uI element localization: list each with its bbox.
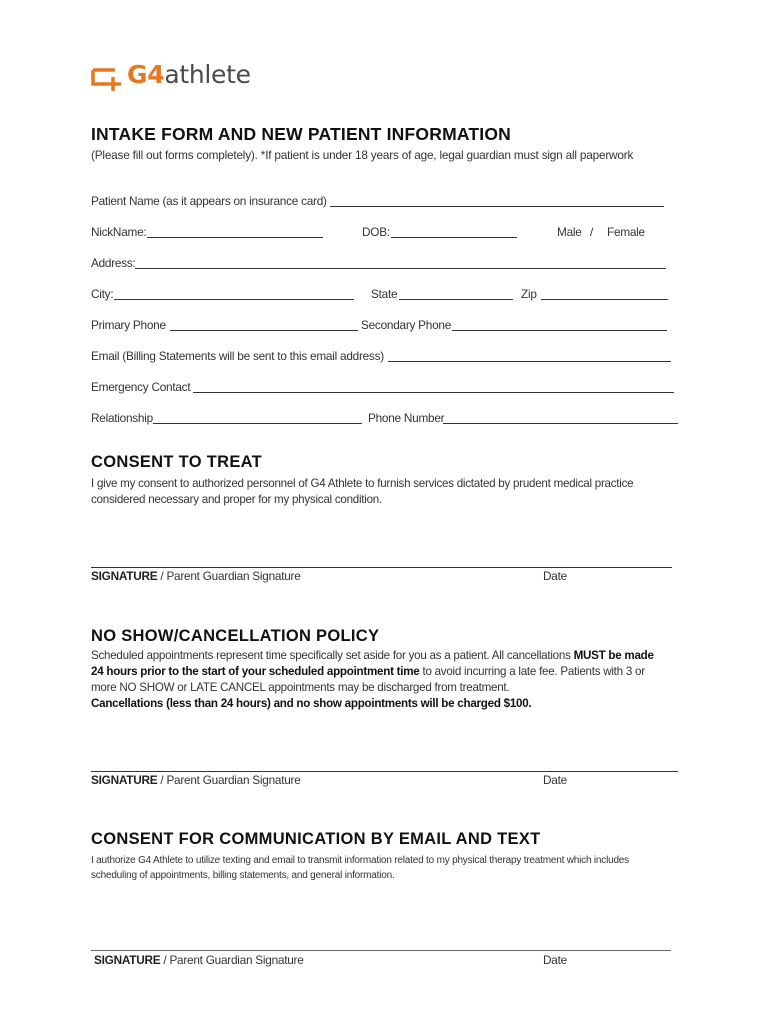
dob-label: DOB:	[362, 225, 390, 239]
address-label: Address:	[91, 256, 136, 270]
signature-label: SIGNATURE	[94, 953, 161, 967]
secondary-phone-label: Secondary Phone	[361, 318, 452, 332]
noshow-line1: Scheduled appointments represent time specifically set aside for you as a patient. All cancellations	[91, 649, 574, 662]
female-option[interactable]: Female	[607, 225, 645, 239]
zip-field[interactable]	[541, 299, 668, 300]
dob-field[interactable]	[391, 237, 517, 238]
noshow-signature-line[interactable]	[91, 771, 678, 772]
consent-treat-heading: CONSENT TO TREAT	[91, 453, 263, 471]
male-option[interactable]: Male	[557, 225, 582, 239]
email-field[interactable]	[388, 361, 671, 362]
gender-separator: /	[590, 225, 594, 239]
signature-label: SIGNATURE	[91, 773, 158, 787]
primary-phone-label: Primary Phone	[91, 318, 166, 332]
logo-mark-icon	[91, 58, 125, 94]
relationship-field[interactable]	[153, 423, 362, 424]
noshow-line3: more NO SHOW or LATE CANCEL appointments may be discharged from treatment.	[91, 681, 510, 694]
noshow-date-label: Date	[543, 773, 567, 787]
consent-treat-signature-line[interactable]	[91, 567, 672, 568]
consent-treat-line2: considered necessary and proper for my physical condition.	[91, 493, 382, 506]
email-label: Email (Billing Statements will be sent to this email address)	[91, 349, 384, 363]
nickname-field[interactable]	[147, 237, 323, 238]
relationship-label: Relationship	[91, 411, 153, 425]
consent-treat-date-label: Date	[543, 569, 567, 583]
page-title: INTAKE FORM AND NEW PATIENT INFORMATION	[91, 124, 511, 144]
noshow-line2-bold: 24 hours prior to the start of your scheduled appointment time	[91, 665, 420, 678]
noshow-signature-label	[91, 773, 301, 787]
state-label: State	[371, 287, 398, 301]
communication-line2: scheduling of appointments, billing statements, and general information.	[91, 870, 395, 881]
communication-line1: I authorize G4 Athlete to utilize texting and email to transmit information related to my physical therapy treatment which includes	[91, 855, 629, 866]
phone-number-field[interactable]	[443, 423, 678, 424]
communication-signature-line[interactable]	[91, 950, 671, 951]
emergency-contact-field[interactable]	[193, 392, 674, 393]
noshow-line2: to avoid incurring a late fee. Patients with 3 or	[419, 665, 645, 678]
communication-signature-label	[94, 953, 304, 967]
noshow-line1-bold: MUST be made	[573, 649, 654, 662]
secondary-phone-field[interactable]	[452, 330, 667, 331]
phone-number-label: Phone Number	[368, 411, 445, 425]
nickname-label: NickName:	[91, 225, 147, 239]
logo-mark-text: G4	[127, 60, 165, 89]
communication-heading: CONSENT FOR COMMUNICATION BY EMAIL AND TEXT	[91, 830, 541, 848]
consent-treat-line1: I give my consent to authorized personnel of G4 Athlete to furnish services dictated by prudent medical practice	[91, 477, 634, 490]
communication-date-label: Date	[543, 953, 567, 967]
address-field[interactable]	[135, 268, 666, 269]
noshow-heading: NO SHOW/CANCELLATION POLICY	[91, 627, 380, 645]
page-subtitle: (Please fill out forms completely). *If patient is under 18 years of age, legal guardian must sign all paperwork	[91, 148, 634, 162]
guardian-label: / Parent Guardian Signature	[160, 953, 304, 967]
patient-name-field[interactable]	[330, 206, 664, 207]
noshow-policy-text	[91, 648, 691, 712]
consent-treat-signature-label	[91, 569, 301, 583]
noshow-line4-bold: Cancellations (less than 24 hours) and no show appointments will be charged $100.	[91, 697, 532, 710]
patient-name-label: Patient Name (as it appears on insurance card)	[91, 194, 327, 208]
communication-text	[91, 853, 691, 883]
city-label: City:	[91, 287, 114, 301]
city-field[interactable]	[114, 299, 354, 300]
logo-name-text: athlete	[164, 60, 251, 89]
signature-label: SIGNATURE	[91, 569, 158, 583]
g4-athlete-logo	[91, 58, 291, 94]
guardian-label: / Parent Guardian Signature	[157, 773, 301, 787]
guardian-label: / Parent Guardian Signature	[157, 569, 301, 583]
state-field[interactable]	[399, 299, 513, 300]
consent-treat-text	[91, 476, 691, 508]
emergency-contact-label: Emergency Contact	[91, 380, 191, 394]
zip-label: Zip	[521, 287, 537, 301]
primary-phone-field[interactable]	[170, 330, 358, 331]
